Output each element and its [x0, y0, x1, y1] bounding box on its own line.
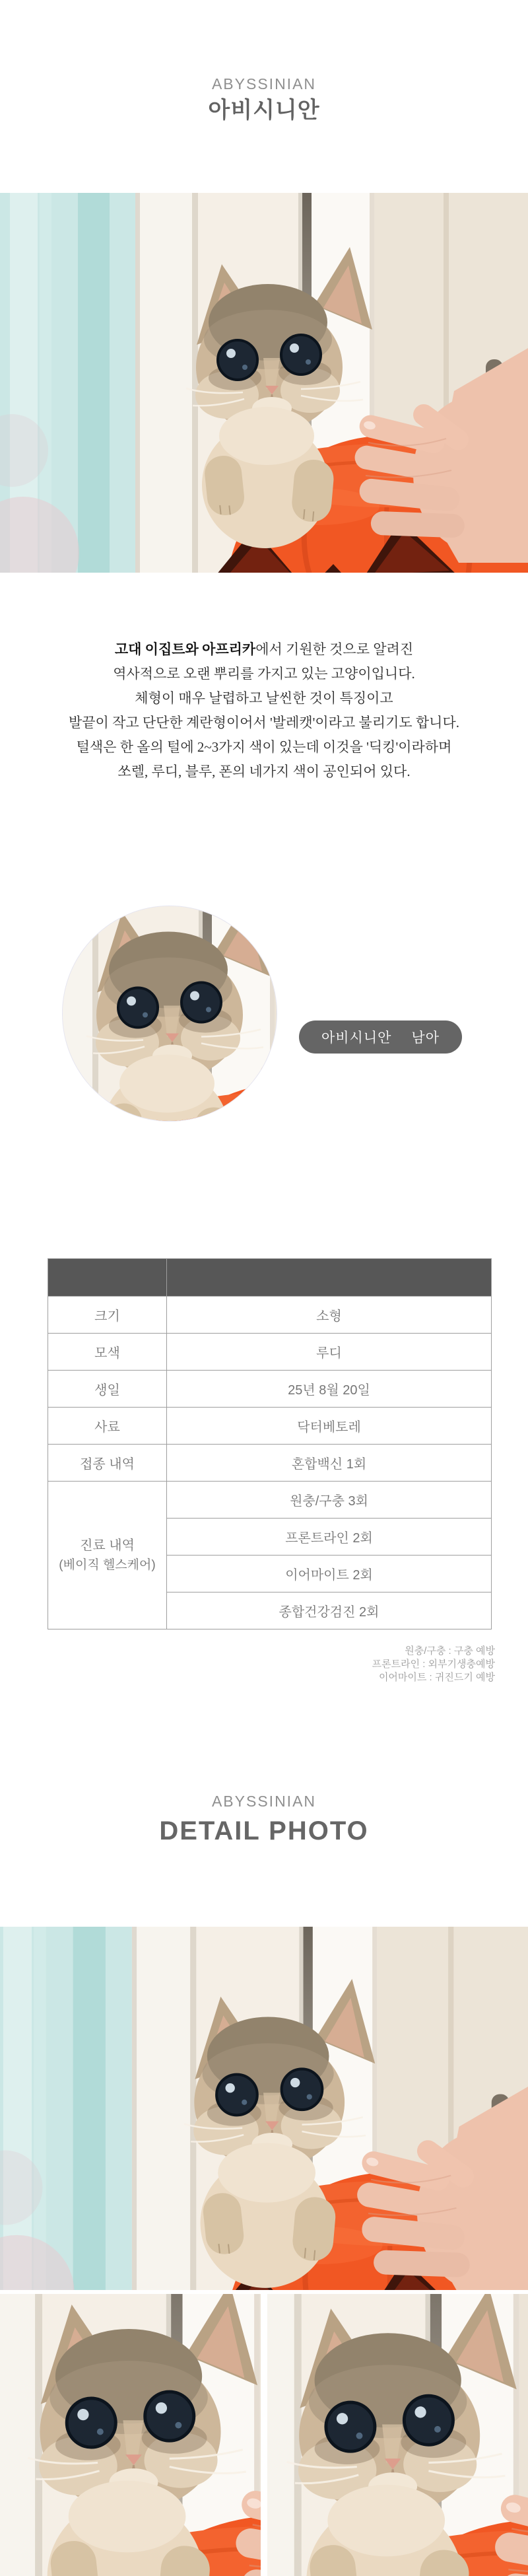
care-sublabel: (베이직 헬스케어)	[59, 1557, 156, 1572]
description-line: 역사적으로 오랜 뿌리를 가지고 있는 고양이입니다.	[113, 666, 415, 682]
row-label: 접종 내역	[48, 1445, 167, 1482]
table-row	[48, 1334, 492, 1371]
description-line1-bold: 고대 이집트와 아프리카	[114, 641, 256, 657]
table-row	[48, 1445, 492, 1482]
detail-photo-3	[267, 2294, 528, 2576]
breed-description	[0, 637, 528, 784]
badge-breed-label: 아비시니안	[321, 1030, 392, 1046]
row-value: 25년 8월 20일	[167, 1371, 492, 1408]
table-header-cell-label	[48, 1259, 167, 1297]
footnote-line: 이어마이트 : 귀진드기 예방	[378, 1672, 495, 1683]
kitten-pumpkin-illustration	[0, 193, 528, 573]
kitten-face-illustration	[267, 2294, 528, 2576]
care-item: 종합건강검진 2회	[167, 1592, 492, 1629]
table-row	[48, 1408, 492, 1445]
row-value: 소형	[167, 1297, 492, 1334]
kitten-pumpkin-illustration	[0, 1927, 528, 2290]
care-item: 프론트라인 2회	[167, 1519, 492, 1556]
row-label: 크기	[48, 1297, 167, 1334]
footnote-line: 원충/구충 : 구충 예방	[405, 1645, 495, 1657]
kitten-face-illustration	[0, 2294, 261, 2576]
profile-photo-circle	[63, 906, 277, 1121]
table-row	[48, 1371, 492, 1408]
row-label: 사료	[48, 1408, 167, 1445]
description-line: 털색은 한 올의 털에 2~3가지 색이 있는데 이것을 '딕킹'이라하며	[76, 739, 452, 755]
footnote-line: 프론트라인 : 외부기생충예방	[372, 1659, 495, 1670]
breed-title-ko: 아비시니안	[208, 98, 320, 123]
row-label: 생일	[48, 1371, 167, 1408]
row-value: 닥터베토레	[167, 1408, 492, 1445]
description-line: 발끝이 작고 단단한 계란형이어서 '발레캣'이라고 불리기도 합니다.	[68, 715, 460, 731]
description-line: 쏘렐, 루디, 블루, 폰의 네가지 색이 공인되어 있다.	[117, 764, 411, 779]
detail-section-title: DETAIL PHOTO	[159, 1816, 369, 1845]
description-line1-rest: 에서 기원한 것으로 알려진	[255, 641, 414, 657]
care-label: 진료 내역	[80, 1538, 135, 1553]
detail-photo-2	[0, 2294, 261, 2576]
breed-title-en: ABYSSINIAN	[211, 75, 317, 92]
row-label: 모색	[48, 1334, 167, 1371]
row-value: 혼합백신 1회	[167, 1445, 492, 1482]
care-item: 이어마이트 2회	[167, 1556, 492, 1592]
breed-sex-badge	[299, 1020, 462, 1054]
table-row	[48, 1482, 492, 1519]
kitten-face-illustration	[63, 906, 277, 1121]
table-header-cell-value	[167, 1259, 492, 1297]
pet-info-table	[48, 1258, 492, 1629]
main-photo	[0, 193, 528, 573]
table-header-row	[48, 1259, 492, 1297]
table-row	[48, 1297, 492, 1334]
description-line	[0, 637, 528, 662]
badge-sex-label: 남아	[411, 1030, 440, 1046]
care-item: 원충/구충 3회	[167, 1482, 492, 1519]
row-value: 루디	[167, 1334, 492, 1371]
detail-photo-1	[0, 1927, 528, 2290]
description-line: 체형이 매우 날렵하고 날씬한 것이 특징이고	[135, 690, 393, 706]
detail-section-title-en: ABYSSINIAN	[211, 1793, 317, 1810]
care-footnotes	[372, 1645, 495, 1684]
care-row-label	[48, 1482, 167, 1629]
